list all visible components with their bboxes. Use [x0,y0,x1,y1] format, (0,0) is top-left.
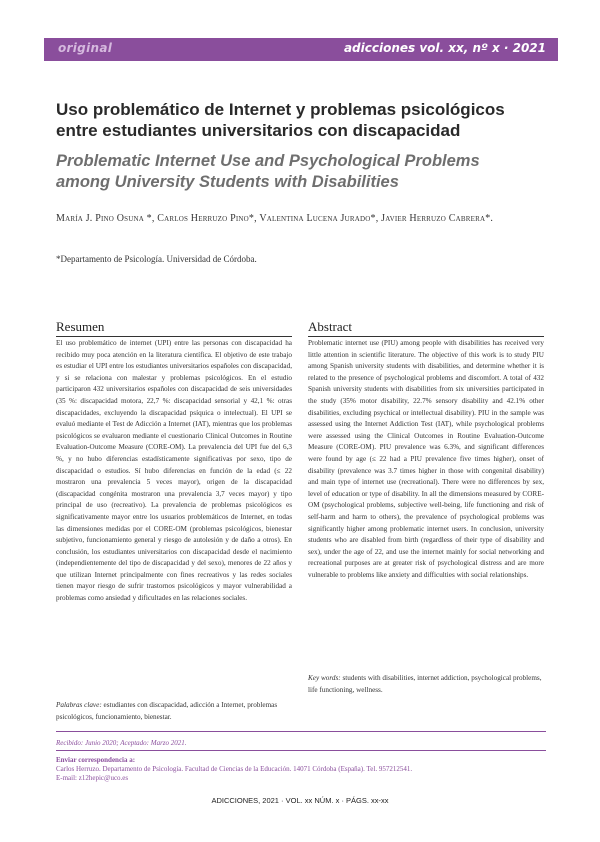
abstract-keywords [308,673,544,696]
journal-reference: adicciones vol. xx, nº x · 2021 [343,41,546,55]
title-english: Problematic Internet Use and Psychological Problems among University Students with Disabilities [56,152,480,191]
section-label: original [58,41,113,55]
divider-middle [56,750,546,751]
correspondence-address: Carlos Herruzo. Departamento de Psicología. Facultad de Ciencias de la Educación. 14071 Córdoba (España). Tel. 957212541. [56,765,413,773]
correspondence-email[interactable]: E-mail: z12hepic@uco.es [56,774,129,782]
affiliation: *Departamento de Psicología. Universidad de Córdoba. [56,254,257,264]
abstract-heading: Abstract [308,319,353,334]
header-banner [44,38,558,61]
correspondence-label: Enviar correspondencia a: [56,756,136,764]
title-spanish: Uso problemático de Internet y problemas psicológicos entre estudiantes universitarios con discapacidad [56,100,505,140]
page-footer: ADICCIONES, 2021 · VOL. xx NÚM. x · PÁGS. xx-xx [211,796,389,805]
abstract-keywords-text: students with disabilities, internet addiction, psychological problems, life functioning, wellness. [308,674,542,694]
resumen-heading: Resumen [56,319,105,334]
abstract-text: Problematic internet use (PIU) among people with disabilities has received very little attention in scientific literature. The objective of this work is to study PIU among Spanish university students with disabilities, and determine whether it is related to the presence of psychological problems and discomfort. A total of 432 Spanish university students with disabilities from six universities participated in the study (35% motor disability, 22.7% sensory disability and 42.1% other disabilities, excluding psychical or intellectual disability). PIU in the sample was assessed using the Internet Addiction Test (IAT), while psychological problems were assessed using the Clinical Outcomes in Routine Evaluation-Outcome Measure (CORE-OM). PIU prevalence was 6.3%, and significant differences were found by age (≤ 22 had a PIU prevalence five times higher), onset of disability (prevalence was 3.7 times higher in those with congenital disability) and main type of internet use (recreational). There were no differences by sex, level of education or type of disability. In all the dimensions measured by CORE-OM (psychological problems, subjective well-being, life functioning and risk of self-harm and harm to others), the prevalence of psychological problems was significantly higher among problematic internet users. In conclusion, university students who are disabled from birth (regardless of their type of disability and sex), under the age of 22, and use the internet mainly for social networking and recreational purposes are at greater risk of psychological distress and are more vulnerable to problems like anxiety and difficulties with social relationships. [308,339,544,579]
abstract-keywords-label: Key words: [308,674,341,682]
resumen-keywords-label: Palabras clave: [56,701,102,709]
resumen-heading-block [56,318,292,337]
authors: María J. Pino Osuna *, Carlos Herruzo Pino*, Valentina Lucena Jurado*, Javier Herruzo Cabrera*. [56,213,494,224]
resumen-keywords-text: estudiantes con discapacidad, adicción a Internet, problemas psicológicos, funcionamiento, bienestar. [56,701,278,721]
abstract-heading-block [308,318,544,337]
resumen-text: El uso problemático de internet (UPI) entre las personas con discapacidad ha recibido muy poca atención en la literatura científica. El objetivo de este trabajo es estudiar el UPI entre los estudiantes universitarios españoles con discapacidad, y si se relaciona con malestar y problemas psicológicos. En el estudio participaron 432 universitarios españoles con discapacidad de seis universidades (35 %: discapacidad motora, 22,7 %: discapacidad sensorial y 42,1 %: otras discapacidades, excluyendo la discapacidad psíquica o intelectual). El UPI se evaluó mediante el Test de Adicción a Internet (IAT), mientras que los problemas psicológicos se evaluaron mediante el cuestionario Clinical Outcomes in Routine Evaluation-Outcome Measure (CORE-OM). La prevalencia del UPI fue del 6,3 %, y no hubo diferencias estadísticamente significativas por sexo, tipo de discapacidad o estudios. Sí hubo diferencias en función de la edad (≤ 22 mostraron una prevalencia 5 veces mayor), origen de la discapacidad (discapacidad congénita mostraron una prevalencia 3,7 veces mayor) y tipo principal de uso (recreativo). La prevalencia de problemas psicológicos es significativamente mayor entre los usuarios problemáticos de Internet, en todas las dimensiones medidas por el CORE-OM (problemas psicológicos, bienestar subjetivo, funcionamiento general y riesgo de autolesión y de daño a otros). En conclusión, los estudiantes universitarios con discapacidad desde el nacimiento (independientemente del tipo de discapacidad y del sexo), menores de 22 años y que utilizan Internet principalmente con fines recreativos y las redes sociales tienen mayor riesgo de sufrir trastornos psicológicos y mayor vulnerabilidad a problemas como ansiedad y dificultades en las relaciones sociales. [56,339,292,603]
resumen-keywords [56,700,292,723]
divider-top [56,731,546,732]
received-dates: Recibido: Junio 2020; Aceptado: Marzo 2021. [56,739,187,747]
